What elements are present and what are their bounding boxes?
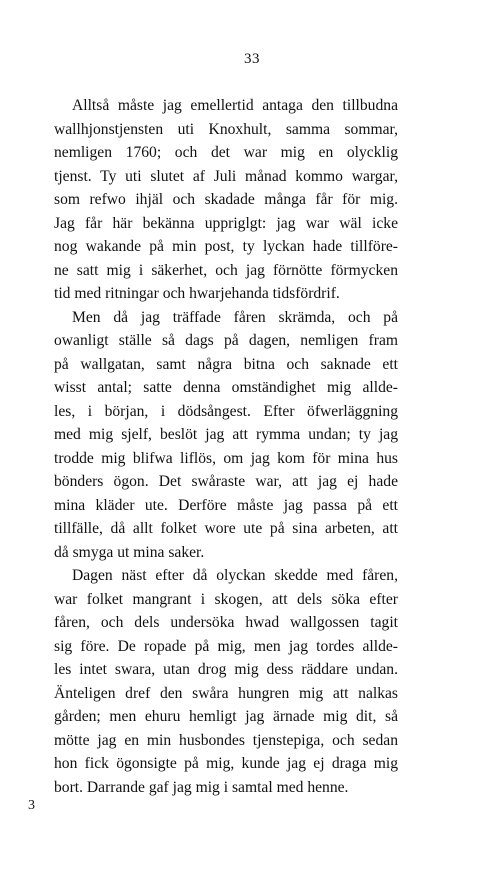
text-line: hon fick ögonsigte på mig, kunde jag ej draga mig (54, 755, 398, 772)
paragraph (54, 94, 398, 306)
text-line: mina kläder ute. Derföre måste jag passa på ett (54, 496, 398, 514)
text-line: wisst antal; satte denna omständighet mig allde- (54, 379, 398, 396)
text-line: Dagen näst efter då olyckan skedde med fåren, (72, 567, 398, 584)
text-line: som refwo ihjäl och skadade många får för mig. (54, 191, 398, 208)
text-line: nemligen 1760; och det war mig en olycklig (54, 144, 398, 161)
text-line: les intet swara, utan drog mig dess räddare undan. (54, 661, 398, 678)
text-line: les, i början, i dödsångest. Efter öfwerläggning (54, 402, 398, 420)
text-line: Jag får här bekänna uppriglgt: jag war wäl icke (54, 214, 398, 232)
text-line: tillfälle, då allt folket wore ute på sina arbeten, att (54, 520, 398, 537)
text-line: nog wakande på min post, ty lyckan hade tillföre- (54, 238, 398, 255)
text-line: mötte jag en min husbondes tjenstepiga, och sedan (54, 731, 398, 749)
text-line: owanligt ställe så dags på dagen, nemligen fram (54, 332, 398, 349)
text-line: tid med ritningar och hwarjehanda tidsfördrif. (54, 285, 340, 302)
paragraph (54, 564, 398, 799)
text-line: på wallgatan, samt några bitna och saknade ett (54, 355, 398, 373)
text-line: fåren, och dels undersöka hwad wallgossen tagit (54, 614, 398, 631)
text-line: bort. Darrande gaf jag mig i samtal med henne. (54, 778, 349, 796)
text-line: Änteligen dref den swåra hungren mig att nalkas (54, 684, 398, 702)
body-text (54, 94, 398, 799)
text-line: sig före. De ropade på mig, men jag tordes allde- (54, 637, 398, 655)
text-line: trodde mig blifwa liflös, om jag kom för mina hus (54, 449, 398, 467)
text-line: gården; men ehuru hemligt jag ärnade mig dit, så (54, 708, 398, 725)
signature-mark: 3 (28, 798, 35, 813)
page-number: 33 (244, 51, 260, 67)
text-line: då smyga ut mina saker. (54, 543, 205, 561)
text-line: bönders ögon. Det swåraste war, att jag ej hade (54, 473, 398, 490)
text-line: ne satt mig i säkerhet, och jag förnötte förmycken (54, 261, 398, 279)
text-line: Men då jag träffade fåren skrämda, och på (72, 308, 398, 326)
text-line: tjenst. Ty uti slutet af Juli månad kommo wargar, (54, 167, 398, 185)
text-line: Alltså måste jag emellertid antaga den tillbudna (72, 97, 398, 114)
text-line: wallhjonstjensten uti Knoxhult, samma sommar, (54, 120, 398, 138)
text-line: med mig sjelf, beslöt jag att rymma undan; ty jag (54, 426, 398, 443)
paragraph (54, 306, 398, 565)
text-line: war folket mangrant i skogen, att dels söka efter (54, 590, 398, 608)
